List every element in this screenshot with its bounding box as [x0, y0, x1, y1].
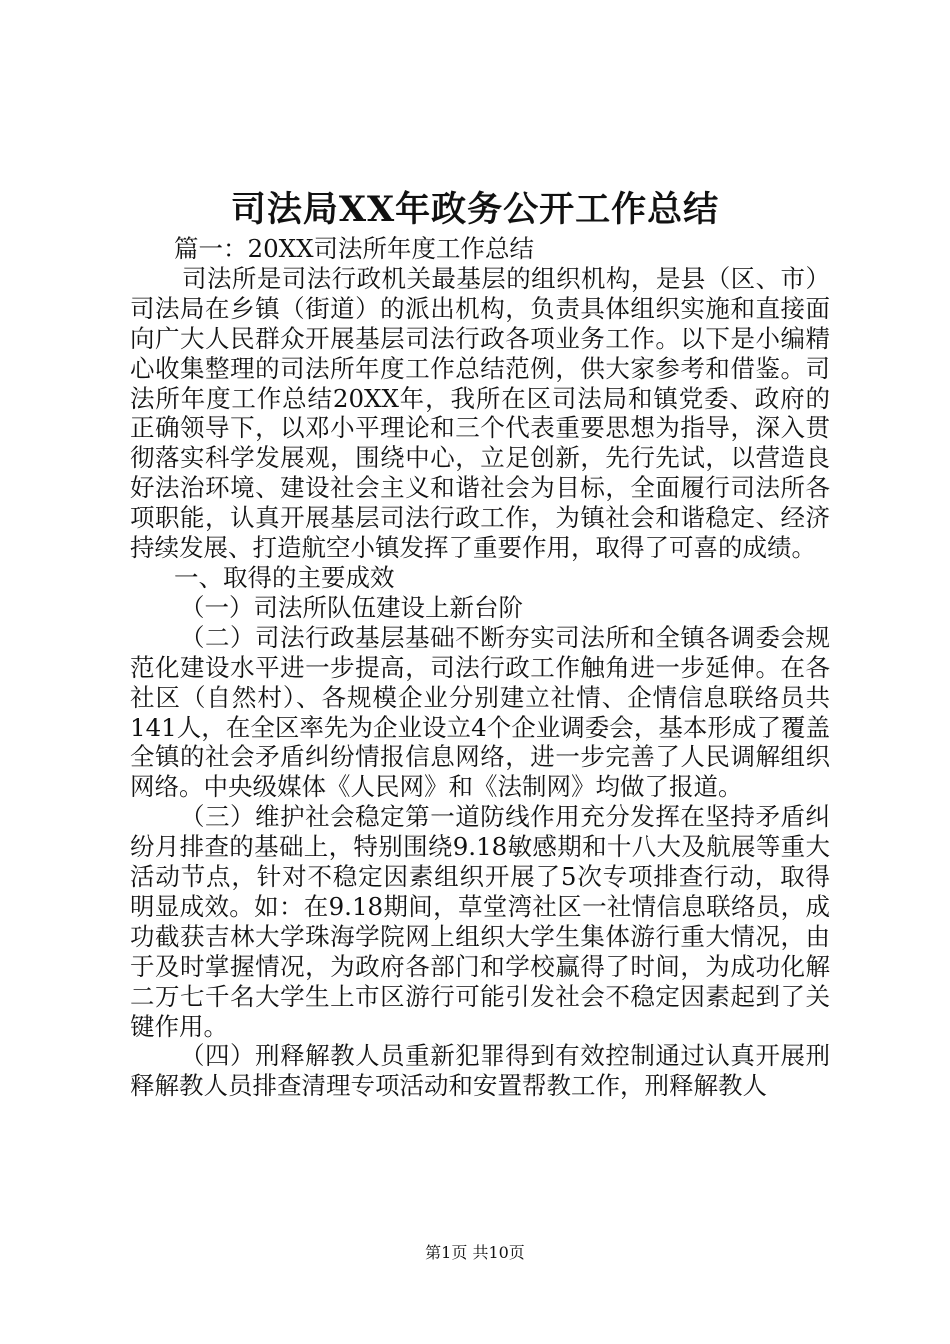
- section-heading-achievements: 一、取得的主要成效: [174, 562, 395, 592]
- document-title: 司法局XX年政务公开工作总结: [230, 189, 720, 230]
- section-heading-part-one: 篇一：20XX司法所年度工作总结: [174, 234, 535, 263]
- subsection-2: （二）司法行政基层基础不断夯实司法所和全镇各调委会规范化建设水平进一步提高，司法行政工作触角进一步延伸。在各社区（自然村）、各规模企业分别建立社情、企情信息联络员共141人，在全区率先为企业设立4个企业调委会，基本形成了覆盖全镇的社会矛盾纠纷情报信息网络，进一步完善了人民调解组织网络。中央级媒体《人民网》和《法制网》均做了报道。: [130, 622, 830, 802]
- page-footer: 第1页 共10页: [425, 1243, 525, 1262]
- subsection-1: （一）司法所队伍建设上新台阶: [180, 592, 523, 622]
- paragraph-intro: 司法所是司法行政机关最基层的组织机构，是县（区、市）司法局在乡镇（街道）的派出机构，负责具体组织实施和直接面向广大人民群众开展基层司法行政各项业务工作。以下是小编精心收集整理的司法所年度工作总结范例，供大家参考和借鉴。司法所年度工作总结20XX年，我所在区司法局和镇党委、政府的正确领导下，以邓小平理论和三个代表重要思想为指导，深入贯彻落实科学发展观，围绕中心，立足创新，先行先试，以营造良好法治环境、建设社会主义和谐社会为目标，全面履行司法所各项职能，认真开展基层司法行政工作，为镇社会和谐稳定、经济持续发展、打造航空小镇发挥了重要作用，取得了可喜的成绩。: [130, 263, 830, 563]
- subsection-3: （三）维护社会稳定第一道防线作用充分发挥在坚持矛盾纠纷月排查的基础上，特别围绕9.18敏感期和十八大及航展等重大活动节点，针对不稳定因素组织开展了5次专项排查行动，取得明显成效。如：在9.18期间，草堂湾社区一社情信息联络员，成功截获吉林大学珠海学院网上组织大学生集体游行重大情况，由于及时掌握情况，为政府各部门和学校赢得了时间，为成功化解二万七千名大学生上市区游行可能引发社会不稳定因素起到了关键作用。: [130, 802, 830, 1041]
- document-body: [130, 234, 830, 1101]
- subsection-4: （四）刑释解教人员重新犯罪得到有效控制通过认真开展刑释解教人员排查清理专项活动和安置帮教工作，刑释解教人: [130, 1041, 830, 1101]
